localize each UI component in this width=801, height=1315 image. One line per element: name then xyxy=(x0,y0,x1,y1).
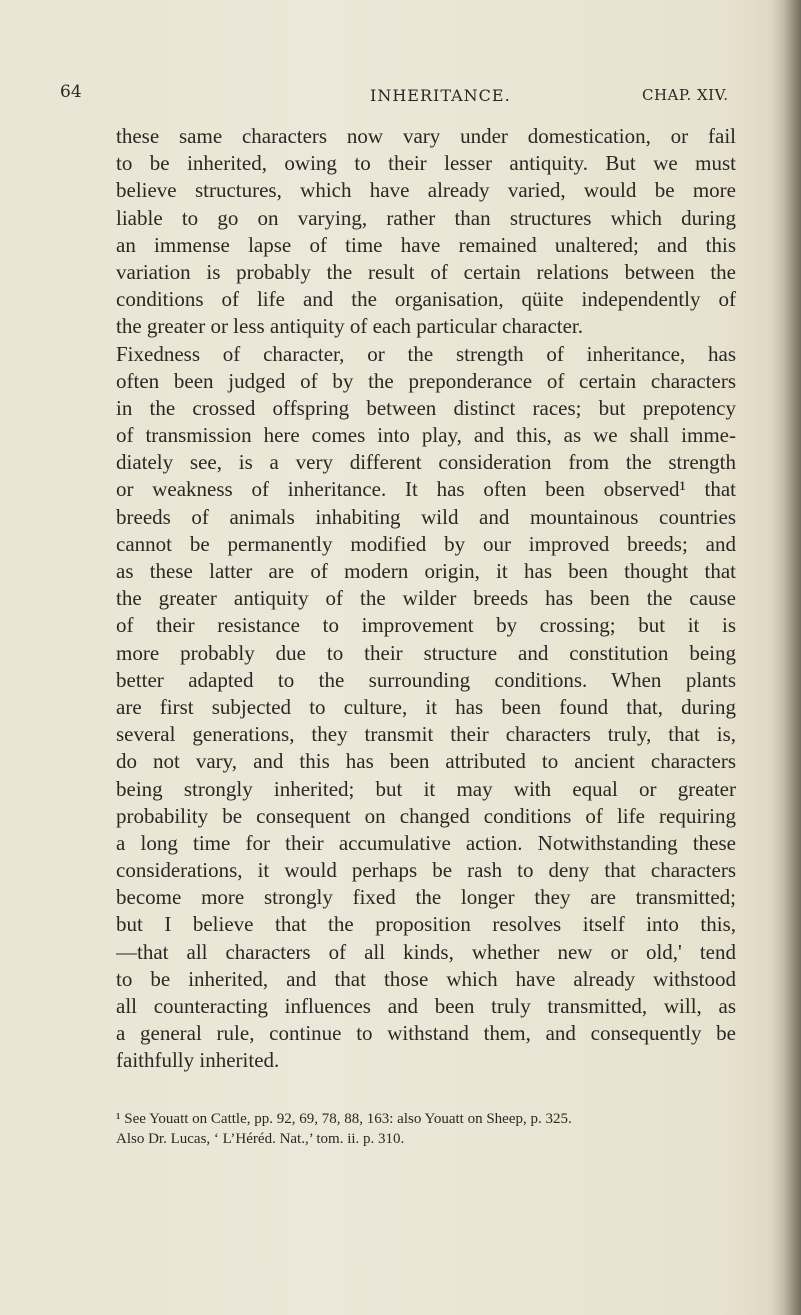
text-line: conditions of life and the organisation, qüite independently of xyxy=(116,287,736,312)
text-line: the greater or less antiquity of each particular character. xyxy=(116,314,584,339)
text-line: more probably due to their structure and constitution being xyxy=(116,640,736,665)
text-line: variation is probably the result of certain relations between the xyxy=(116,259,736,284)
text-line: probability be consequent on changed conditions of life requiring xyxy=(116,803,736,828)
chapter-label: CHAP. XIV. xyxy=(642,86,729,104)
text-line: believe structures, which have already varied, would be more xyxy=(116,178,736,203)
text-line: —that all characters of all kinds, whether new or old,' tend xyxy=(116,939,736,964)
text-line: liable to go on varying, rather than structures which during xyxy=(116,205,736,230)
footnote-line: Also Dr. Lucas, ‘ L’Héréd. Nat.,’ tom. ii. p. 310. xyxy=(116,1131,405,1147)
page-edge-shadow xyxy=(771,0,801,1315)
body-text xyxy=(116,123,736,1075)
text-line: of their resistance to improvement by crossing; but it is xyxy=(116,613,736,638)
text-line: faithfully inherited. xyxy=(116,1048,280,1073)
text-line: of transmission here comes into play, and this, as we shall imme- xyxy=(116,423,736,448)
text-line: breeds of animals inhabiting wild and mountainous countries xyxy=(116,504,736,529)
text-line: Fixedness of character, or the strength of inheritance, has xyxy=(116,341,736,366)
text-line: to be inherited, and that those which have already withstood xyxy=(116,966,736,991)
page-number: 64 xyxy=(60,82,82,102)
text-line: or weakness of inheritance. It has often been observed¹ that xyxy=(116,477,736,502)
text-line: these same characters now vary under domestication, or fail xyxy=(116,124,736,148)
text-line: being strongly inherited; but it may with equal or greater xyxy=(116,776,736,801)
text-line: a long time for their accumulative action. Notwithstanding these xyxy=(116,830,736,855)
text-line: become more strongly fixed the longer they are transmitted; xyxy=(116,885,736,910)
text-line: do not vary, and this has been attributed to ancient characters xyxy=(116,749,736,774)
text-line: a general rule, continue to withstand them, and consequently be xyxy=(116,1021,736,1046)
text-line: to be inherited, owing to their lesser antiquity. But we must xyxy=(116,151,736,176)
text-line: in the crossed offspring between distinct races; but prepotency xyxy=(116,395,736,420)
text-line: an immense lapse of time have remained unaltered; and this xyxy=(116,232,736,257)
footnotes xyxy=(116,1109,736,1149)
page-header xyxy=(60,82,740,108)
footnote-line: ¹ See Youatt on Cattle, pp. 92, 69, 78, 88, 163: also Youatt on Sheep, p. 325. xyxy=(116,1111,572,1127)
text-line: several generations, they transmit their characters truly, that is, xyxy=(116,722,736,747)
text-line: the greater antiquity of the wilder breeds has been the cause xyxy=(116,586,736,611)
running-head: INHERITANCE. xyxy=(370,86,511,105)
text-line: diately see, is a very different consideration from the strength xyxy=(116,450,736,475)
text-line: but I believe that the proposition resolves itself into this, xyxy=(116,912,736,937)
text-line: cannot be permanently modified by our improved breeds; and xyxy=(116,531,736,556)
text-line: all counteracting influences and been truly transmitted, will, as xyxy=(116,994,736,1018)
text-line: better adapted to the surrounding conditions. When plants xyxy=(116,667,736,692)
text-line: considerations, it would perhaps be rash to deny that characters xyxy=(116,858,736,883)
text-line: are first subjected to culture, it has been found that, during xyxy=(116,694,736,719)
text-line: often been judged of by the preponderance of certain characters xyxy=(116,368,736,393)
text-line: as these latter are of modern origin, it has been thought that xyxy=(116,559,736,583)
